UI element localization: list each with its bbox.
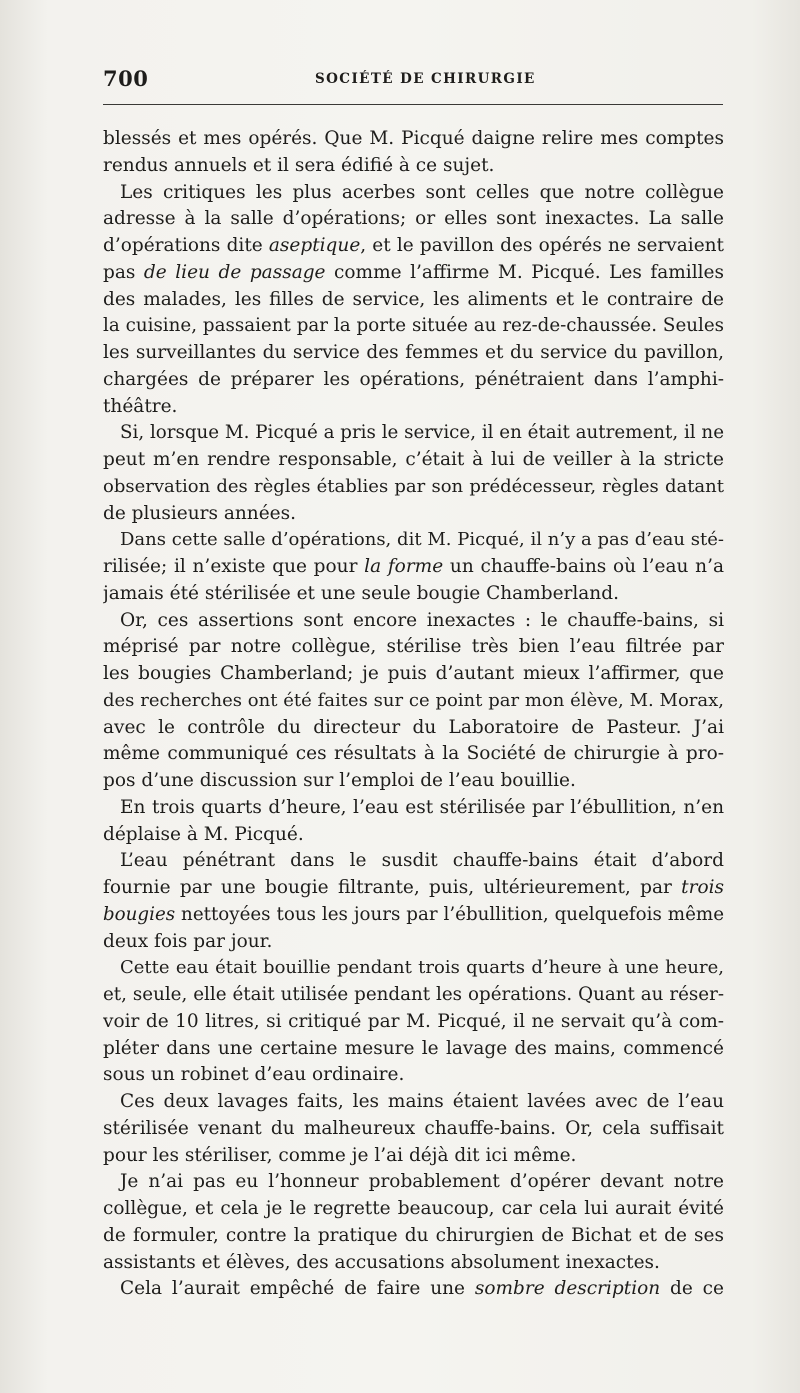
page-number: 700 (103, 66, 149, 91)
text-line (103, 1009, 724, 1036)
text-segment: méprisé par notre collègue, stérilise très bien l’eau filtrée par (103, 636, 724, 658)
text-segment: voir de 10 litres, si critiqué par M. Picqué, il ne servait qu’à com- (103, 1010, 724, 1032)
text-line (103, 822, 724, 849)
italic-text: bougies (103, 903, 176, 925)
text-line (103, 608, 724, 635)
text-line (103, 848, 724, 875)
text-line (103, 1089, 724, 1116)
text-line (103, 1143, 724, 1170)
text-line (103, 394, 724, 421)
text-line (103, 1036, 724, 1063)
text-segment: de ce (660, 1278, 724, 1300)
text-segment: avec le contrôle du directeur du Laboratoire de Pasteur. J’ai (103, 716, 724, 738)
text-segment: Or, ces assertions sont encore inexactes : le chauffe-bains, si (120, 609, 724, 631)
text-line (103, 795, 724, 822)
text-line (103, 1223, 724, 1250)
text-segment: deux fois par jour. (103, 930, 273, 952)
text-segment: Cela l’aurait empêché de faire une (120, 1278, 475, 1300)
text-segment: En trois quarts d’heure, l’eau est stérilisée par l’ébullition, n’en (120, 796, 724, 818)
text-line (103, 1250, 724, 1277)
text-segment: les bougies Chamberland; je puis d’autant mieux l’affirmer, que (103, 663, 724, 684)
text-line (103, 367, 724, 394)
text-segment: des malades, les filles de service, les aliments et le contraire de (103, 288, 724, 310)
text-segment: stérilisée venant du malheureux chauffe-bains. Or, cela suffisait (103, 1117, 724, 1139)
text-segment: Ces deux lavages faits, les mains étaient lavées avec de l’eau (120, 1091, 724, 1112)
text-segment: fournie par une bougie filtrante, puis, ultérieurement, par (103, 877, 682, 898)
text-line (103, 474, 724, 501)
italic-text: la forme (364, 556, 444, 577)
text-segment: même communiqué ces résultats à la Société de chirurgie à pro- (103, 743, 724, 765)
text-line (103, 180, 724, 207)
text-line (103, 126, 724, 153)
text-segment: nettoyées tous les jours par l’ébullition, quelquefois même (175, 903, 724, 925)
text-line (103, 581, 724, 608)
text-line (103, 715, 724, 742)
italic-text: sombre description (474, 1278, 661, 1300)
text-segment: rilisée; il n’existe que pour (103, 556, 365, 577)
text-line (103, 902, 724, 929)
text-segment: pas (103, 261, 144, 283)
text-segment: chargées de préparer les opérations, pénétraient dans l’amphi- (103, 368, 724, 390)
text-segment: théâtre. (103, 395, 178, 417)
text-line (103, 955, 724, 982)
text-segment: Les critiques les plus acerbes sont celles que notre collègue (120, 181, 724, 203)
text-segment: des recherches ont été faites sur ce point par mon élève, M. Morax, (103, 689, 724, 711)
text-segment: d’opérations dite (103, 235, 269, 256)
text-segment: Dans cette salle d’opérations, dit M. Picqué, il n’y a pas d’eau sté- (120, 529, 724, 551)
text-line (103, 340, 724, 367)
text-segment: comme l’affirme M. Picqué. Les familles (325, 261, 724, 283)
text-segment: de formuler, contre la pratique du chirurgien de Bichat et de ses (103, 1224, 724, 1246)
text-segment: Si, lorsque M. Picqué a pris le service, il en était autrement, il ne (120, 422, 724, 444)
text-line (103, 153, 724, 180)
text-line (103, 875, 724, 902)
text-segment: et, seule, elle était utilisée pendant les opérations. Quant au réser- (103, 984, 724, 1005)
text-line (103, 447, 724, 474)
text-segment: observation des règles établies par son prédécesseur, règles datant (103, 475, 724, 497)
text-segment: pos d’une discussion sur l’emploi de l’eau bouillie. (103, 770, 576, 791)
text-segment: blessés et mes opérés. Que M. Picqué daigne relire mes comptes (103, 128, 724, 149)
text-line (103, 554, 724, 581)
text-segment: assistants et élèves, des accusations absolument inexactes. (103, 1251, 660, 1273)
text-segment: sous un robinet d’eau ordinaire. (103, 1064, 405, 1086)
text-segment: rendus annuels et il sera édifié à ce sujet. (103, 154, 495, 176)
text-line (103, 1169, 724, 1196)
text-line (103, 233, 724, 260)
text-line (103, 661, 724, 688)
text-line (103, 768, 724, 795)
text-segment: de plusieurs années. (103, 502, 296, 524)
text-segment: , et le pavillon des opérés ne servaient (360, 235, 724, 256)
header-rule (103, 104, 723, 105)
text-line (103, 1196, 724, 1223)
text-segment: L’eau pénétrant dans le susdit chauffe-bains était d’abord (120, 850, 724, 872)
text-line (103, 420, 724, 447)
text-line (103, 688, 724, 715)
text-line (103, 741, 724, 768)
text-line (103, 1116, 724, 1143)
text-line (103, 1276, 724, 1303)
text-segment: Je n’ai pas eu l’honneur probablement d’opérer devant notre (120, 1171, 724, 1193)
running-head: SOCIÉTÉ DE CHIRURGIE (315, 71, 536, 87)
text-line (103, 929, 724, 956)
italic-text: trois (681, 877, 724, 898)
page-header (103, 66, 723, 96)
text-line (103, 287, 724, 314)
text-segment: déplaise à M. Picqué. (103, 823, 304, 845)
text-segment: Cette eau était bouillie pendant trois quarts d’heure à une heure, (120, 957, 724, 979)
text-line (103, 634, 724, 661)
text-line (103, 501, 724, 528)
italic-text: de lieu de passage (143, 261, 326, 283)
text-line (103, 206, 724, 233)
text-line (103, 527, 724, 554)
text-segment: pléter dans une certaine mesure le lavage des mains, commencé (103, 1037, 724, 1059)
text-line (103, 982, 724, 1009)
text-line (103, 313, 724, 340)
text-segment: les surveillantes du service des femmes et du service du pavillon, (103, 342, 724, 363)
text-segment: adresse à la salle d’opérations; or elles sont inexactes. La salle (103, 208, 724, 230)
text-segment: un chauffe-bains où l’eau n’a (443, 556, 724, 577)
italic-text: aseptique (268, 235, 361, 256)
text-segment: la cuisine, passaient par la porte située au rez-de-chaussée. Seules (103, 315, 724, 337)
text-segment: jamais été stérilisée et une seule bougie Chamberland. (103, 582, 619, 604)
text-line (103, 1062, 724, 1089)
text-segment: collègue, et cela je le regrette beaucoup, car cela lui aurait évité (103, 1198, 724, 1219)
body-text (103, 126, 724, 1303)
text-segment: pour les stériliser, comme je l’ai déjà dit ici même. (103, 1144, 577, 1166)
text-segment: peut m’en rendre responsable, c’était à lui de veiller à la stricte (103, 449, 724, 470)
text-line (103, 260, 724, 287)
